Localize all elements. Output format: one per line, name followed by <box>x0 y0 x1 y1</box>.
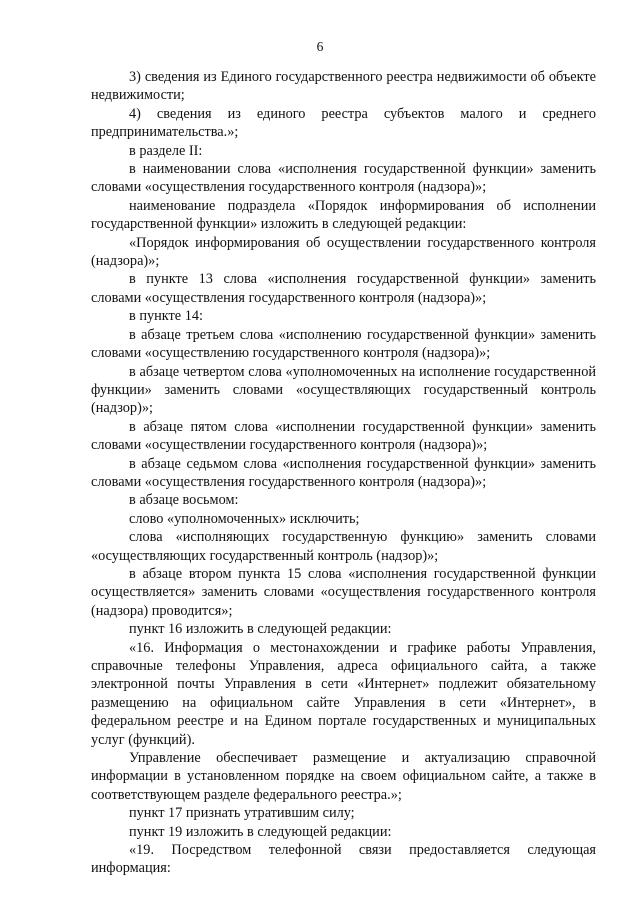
paragraph: в пункте 14: <box>129 308 203 325</box>
paragraph: Управление обеспечивает размещение и актуализацию справочной информации в установленном порядке на своем официальном сайте, а также в соответствующем разделе федерального реестра.»; <box>91 750 596 803</box>
paragraph: пункт 16 изложить в следующей редакции: <box>129 621 392 638</box>
paragraph: в абзаце третьем слова «исполнению государственной функции» заменить словами «осуществлению государственного контроля (надзора)»; <box>91 326 596 362</box>
paragraph: в абзаце четвертом слова «уполномоченных на исполнение государственной функции» заменить словами «осуществляющих государственный контроль (надзор)»; <box>91 363 596 417</box>
paragraph: пункт 19 изложить в следующей редакции: <box>129 823 392 840</box>
paragraph: пункт 17 признать утратившим силу; <box>129 805 355 822</box>
paragraph: «19. Посредством телефонной связи предоставляется следующая информация: <box>91 842 596 877</box>
paragraph: слово «уполномоченных» исключить; <box>129 510 360 527</box>
page-number: 6 <box>316 39 324 54</box>
document-body <box>91 68 596 878</box>
paragraph: в абзаце втором пункта 15 слова «исполнения государственной функции осуществляется» заменить словами «осуществления государственного контроля (надзора) проводится»; <box>91 565 596 619</box>
paragraph: 3) сведения из Единого государственного реестра недвижимости об объекте недвижимости; <box>91 69 596 104</box>
paragraph: в разделе II: <box>129 142 203 159</box>
paragraph: слова «исполняющих государственную функцию» заменить словами «осуществляющих государственный контроль (надзор)»; <box>91 529 596 564</box>
paragraph: наименование подраздела «Порядок информирования об исполнении государственной функции» изложить в следующей редакции: <box>91 197 596 233</box>
paragraph: 4) сведения из единого реестра субъектов малого и среднего предпринимательства.»; <box>91 105 596 141</box>
paragraph: в абзаце седьмом слова «исполнения государственной функции» заменить словами «осуществления государственного контроля (надзора)»; <box>91 455 596 490</box>
paragraph: в пункте 13 слова «исполнения государственной функции» заменить словами «осуществления государственного контроля (надзора)»; <box>91 271 596 306</box>
paragraph: «16. Информация о местонахождении и графике работы Управления, справочные телефоны Управления, адреса официального сайта, а также электронной почты Управления в сети «Интернет» подлежит обязательному размещению на официальном сайте Управления в сети «Интернет», в федеральном реестре и на Едином портале государственных и муниципальных услуг (функций). <box>91 639 596 748</box>
paragraph: в абзаце восьмом: <box>129 492 239 509</box>
paragraph: в абзаце пятом слова «исполнении государственной функции» заменить словами «осуществлении государственного контроля (надзора)»; <box>91 418 596 454</box>
paragraph: «Порядок информирования об осуществлении государственного контроля (надзора)»; <box>91 234 596 270</box>
paragraph: в наименовании слова «исполнения государственной функции» заменить словами «осуществления государственного контроля (надзора)»; <box>91 161 596 196</box>
